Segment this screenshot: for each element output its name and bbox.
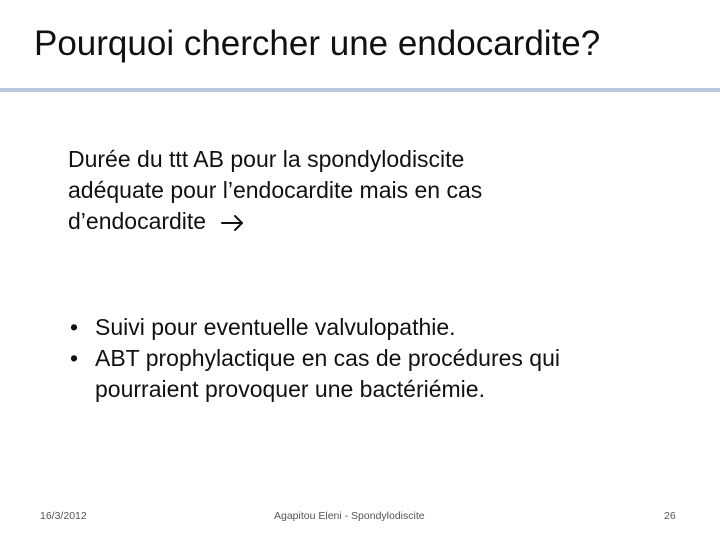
intro-paragraph	[68, 144, 668, 240]
title-divider	[0, 88, 720, 92]
bullet-item-prophylaxis	[70, 343, 690, 405]
bullet-text-line-2: pourraient provoquer une bactériémie.	[95, 376, 485, 402]
bullet-text-line-1: ABT prophylactique en cas de procédures qui	[95, 345, 560, 371]
bullet-icon: •	[70, 314, 79, 340]
footer-date: 16/3/2012	[40, 510, 87, 522]
footer-author-title: Agapitou Eleni - Spondylodiscite	[274, 510, 425, 522]
slide-title: Pourquoi chercher une endocardite?	[34, 24, 601, 63]
bullet-icon: •	[70, 345, 79, 371]
bullet-text: Suivi pour eventuelle valvulopathie.	[95, 314, 456, 340]
intro-line-2: adéquate pour l’endocardite mais en cas	[68, 177, 483, 203]
right-arrow-icon	[221, 209, 245, 240]
intro-line-3	[68, 206, 668, 240]
footer-page-number: 26	[664, 510, 676, 522]
intro-line-1: Durée du ttt AB pour la spondylodiscite	[68, 146, 465, 172]
bullet-list	[70, 312, 690, 405]
bullet-item-follow-up	[70, 312, 690, 343]
intro-line-3-text: d’endocardite	[68, 208, 207, 234]
